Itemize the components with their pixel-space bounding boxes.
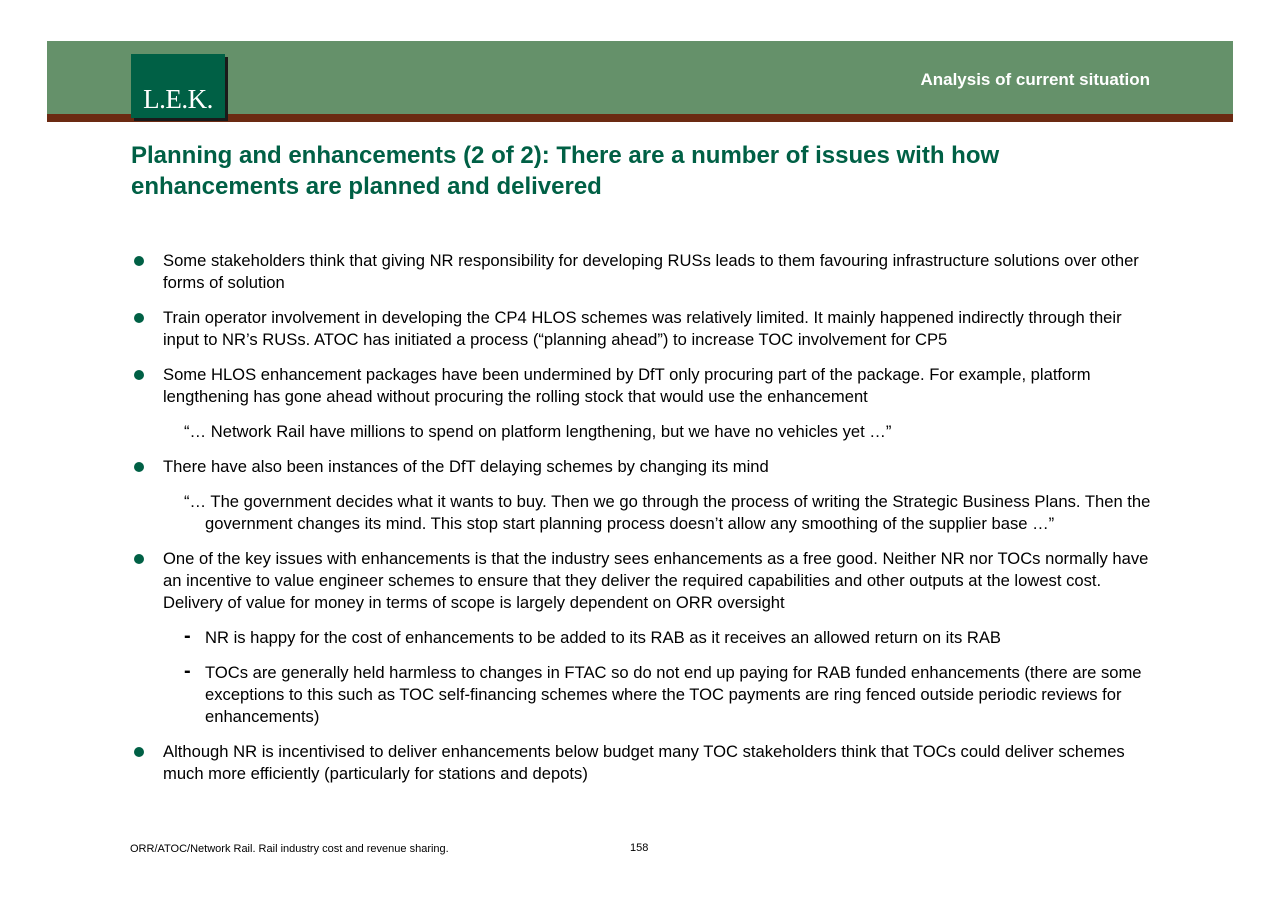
bullet-text: Some stakeholders think that giving NR responsibility for developing RUSs leads to them favouring infrastructure solutions over other forms of solution [163, 251, 1139, 292]
sub-bullet-text: NR is happy for the cost of enhancements to be added to its RAB as it receives an allowed return on its RAB [205, 628, 1001, 647]
bullet-item [131, 307, 1161, 351]
bullet-item [131, 456, 1161, 478]
bullet-dot-icon [134, 554, 144, 564]
bullet-dot-icon [134, 747, 144, 757]
bullet-text: Although NR is incentivised to deliver enhancements below budget many TOC stakeholders think that TOCs could deliver schemes much more efficiently (particularly for stations and depots) [163, 742, 1125, 783]
bullet-text: There have also been instances of the DfT delaying schemes by changing its mind [163, 457, 769, 476]
sub-bullet-item [184, 627, 1161, 649]
bullet-dot-icon [134, 313, 144, 323]
page-number: 158 [630, 842, 649, 854]
logo-text: L.E.K. [143, 84, 213, 114]
footer-source: ORR/ATOC/Network Rail. Rail industry cost and revenue sharing. [130, 843, 449, 855]
slide-content [131, 250, 1161, 798]
bullet-item [131, 250, 1161, 294]
sub-bullet-text: TOCs are generally held harmless to changes in FTAC so do not end up paying for RAB funded enhancements (there are some exceptions to this such as TOC self-financing schemes where the TOC payments are ring fenced outside periodic reviews for enhancements) [205, 663, 1142, 726]
stakeholder-quote: “… Network Rail have millions to spend on platform lengthening, but we have no vehicles yet …” [184, 422, 892, 441]
bullet-dot-icon [134, 256, 144, 266]
bullet-dot-icon [134, 370, 144, 380]
page-title: Planning and enhancements (2 of 2): There are a number of issues with how enhancements are planned and delivered [131, 142, 1000, 200]
bullet-item [131, 741, 1161, 785]
bullet-text: One of the key issues with enhancements is that the industry sees enhancements as a free good. Neither NR nor TOCs normally have an incentive to value engineer schemes to ensure that they deliver the required capabilities and other outputs at the lowest cost. Delivery of value for money in terms of scope is largely dependent on ORR oversight [163, 549, 1149, 612]
section-label: Analysis of current situation [920, 70, 1150, 89]
bullet-text: Some HLOS enhancement packages have been undermined by DfT only procuring part of the package. For example, platform lengthening has gone ahead without procuring the rolling stock that would use the enhancement [163, 365, 1091, 406]
bullet-item [131, 548, 1161, 614]
dash-icon: - [184, 660, 191, 682]
dash-icon: - [184, 625, 191, 647]
bullet-item [131, 364, 1161, 408]
lek-logo [131, 54, 225, 118]
bullet-text: Train operator involvement in developing the CP4 HLOS schemes was relatively limited. It mainly happened indirectly through their input to NR’s RUSs. ATOC has initiated a process (“planning ahead”) to increase TOC involvement for CP5 [163, 308, 1122, 349]
stakeholder-quote: “… The government decides what it wants to buy. Then we go through the process of writing the Strategic Business Plans. Then the government changes its mind. This stop start planning process doesn’t allow any smoothing of the supplier base …” [184, 492, 1151, 533]
bullet-dot-icon [134, 462, 144, 472]
sub-bullet-item [184, 662, 1161, 728]
